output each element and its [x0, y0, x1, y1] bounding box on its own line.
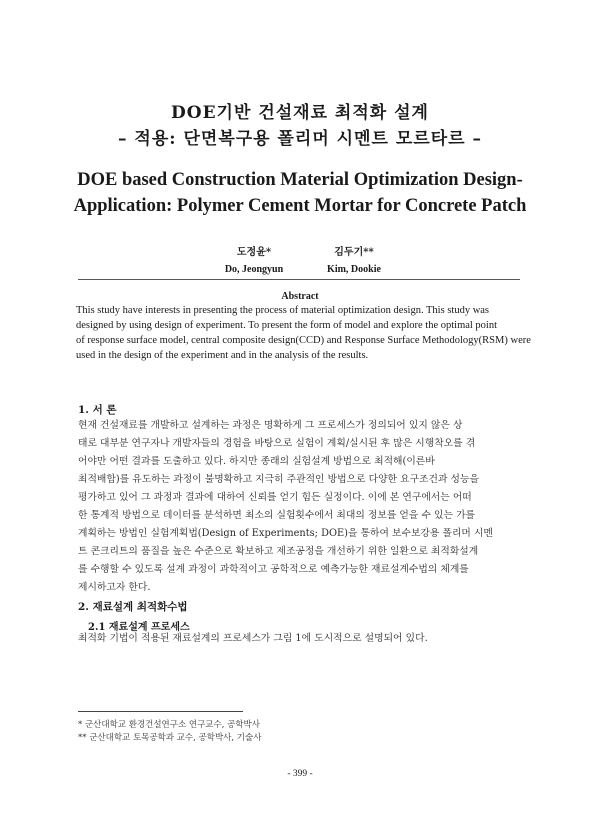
abstract-line: used in the design of the experiment and in the analysis of the results. [76, 350, 369, 361]
section-1-heading: 1. 서 론 [78, 404, 117, 416]
author-2 [279, 243, 429, 275]
abstract-body [76, 303, 531, 363]
body-line: 평가하고 있어 그 과정과 결과에 대하여 신뢰를 얻기 힘든 실정이다. 이에 본 연구에서는 어떠 [78, 492, 472, 503]
body-line: 제시하고자 한다. [78, 582, 151, 593]
body-line: 최적배합)를 유도하는 과정이 불명확하고 지극히 주관적인 방법으로 다양한 요구조건과 성능을 [78, 474, 479, 485]
title-english-line2: Application: Polymer Cement Mortar for Concrete Patch [73, 196, 527, 216]
section-2-1-body [78, 630, 528, 648]
body-line: 어야만 어떤 결과를 도출하고 있다. 하지만 종래의 실험설계 방법으로 최적해(이른바 [78, 456, 435, 467]
body-line: 한 통계적 방법으로 데이터를 분석하면 최소의 실험횟수에서 최대의 정보를 얻을 수 있는 가를 [78, 510, 475, 521]
author-1-name-en: Do, Jeongyun [224, 264, 284, 275]
title-korean-line2: – 적용: 단면복구용 폴리머 시멘트 모르타르 – [118, 129, 482, 149]
header-divider [78, 279, 520, 280]
body-line: 트 콘크리트의 품질을 높은 수준으로 확보하고 제조공정을 개선하기 위한 일환으로 최적화설계 [78, 546, 479, 557]
author-2-name-ko: 김두기** [334, 247, 374, 258]
title-english-line1: DOE based Construction Material Optimization Design- [77, 170, 523, 190]
abstract-line: of response surface model, central composite design(CCD) and Response Surface Methodology(RSM) were [76, 335, 531, 346]
footnote-1: * 군산대학교 환경건설연구소 연구교수, 공학박사 [78, 720, 260, 730]
section-2-1-heading: 2.1 재료설계 프로세스 [88, 622, 190, 633]
abstract-line: designed by using design of experiment. To present the form of model and explore the optimal point [76, 320, 498, 331]
section-1-body [78, 417, 528, 597]
body-line: 를 수행할 수 있도록 설계 과정이 과학적이고 공학적으로 예측가능한 재료설계수법의 체계를 [78, 564, 469, 575]
abstract-heading: Abstract [281, 291, 319, 302]
footnote-divider [78, 711, 243, 712]
author-1-name-ko: 도정윤* [236, 247, 272, 258]
abstract-line: This study have interests in presenting the process of material optimization design. This study was [76, 305, 490, 316]
body-line: 최적화 기법이 적용된 재료설계의 프로세스가 그림 1에 도시적으로 설명되어 있다. [78, 633, 428, 644]
footnote-2: ** 군산대학교 토목공학과 교수, 공학박사, 기술사 [78, 733, 262, 743]
title-korean-line1: DOE기반 건설재료 최적화 설계 [171, 103, 429, 123]
body-line: 태로 대부분 연구자나 개발자들의 경험을 바탕으로 실험이 계획/실시된 후 많은 시행착오를 겪 [78, 438, 476, 449]
body-line: 계획하는 방법인 실험계획법(Design of Experiments; DOE)을 통하여 보수보강용 폴리머 시멘 [78, 528, 493, 539]
page-number: - 399 - [287, 769, 313, 779]
author-2-name-en: Kim, Dookie [327, 264, 381, 275]
section-2-heading: 2. 재료설계 최적화수법 [78, 601, 188, 613]
body-line: 현재 건설재료를 개발하고 설계하는 과정은 명확하게 그 프로세스가 정의되어 있지 않은 상 [78, 420, 463, 431]
